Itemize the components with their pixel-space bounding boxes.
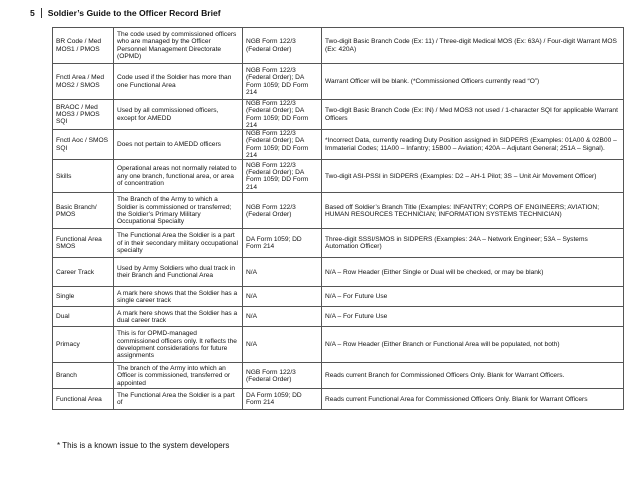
source-document-cell: N/A xyxy=(243,307,322,327)
description-cell: The code used by commissioned officers who are managed by the Officer Personnel Management Directorate (OPMD) xyxy=(114,28,243,64)
description-cell: A mark here shows that the Soldier has a dual career track xyxy=(114,307,243,327)
description-cell: Code used if the Soldier has more than one Functional Area xyxy=(114,64,243,100)
source-document-cell: NGB Form 122/3 (Federal Order); DA Form 1059; DD Form 214 xyxy=(243,100,322,130)
description-cell: A mark here shows that the Soldier has a single career track xyxy=(114,287,243,307)
note-cell: Two-digit Basic Branch Code (Ex: IN) / Med MOS3 not used / 1-character SQI for applicable Warrant Officers xyxy=(322,100,624,130)
source-document-cell: N/A xyxy=(243,287,322,307)
table-row xyxy=(53,100,624,130)
description-cell: The Functional Area the Soldier is a part of in their secondary military occupational specialty xyxy=(114,229,243,258)
table-row xyxy=(53,389,624,410)
description-cell: The Functional Area the Soldier is a part of xyxy=(114,389,243,410)
field-name-cell: Branch xyxy=(53,363,114,389)
description-cell: The branch of the Army into which an Officer is commissioned, transferred or appointed xyxy=(114,363,243,389)
source-document-cell: N/A xyxy=(243,327,322,363)
table-row xyxy=(53,229,624,258)
field-name-cell: Functional Area SMOS xyxy=(53,229,114,258)
note-cell: Two-digit ASI-PSSI in SIDPERS (Examples: D2 – AH-1 Pilot; 3S – Unit Air Movement Officer) xyxy=(322,160,624,193)
table-row xyxy=(53,327,624,363)
field-name-cell: Skills xyxy=(53,160,114,193)
note-cell: Based off Soldier’s Branch Title (Examples: INFANTRY; CORPS OF ENGINEERS; AVIATION; HUMAN RESOURCES TECHNICIAN; INFORMATION SYSTEMS TECHNICIAN) xyxy=(322,193,624,229)
source-document-cell: NGB Form 122/3 (Federal Order) xyxy=(243,28,322,64)
table-body xyxy=(53,28,624,410)
source-document-cell: DA Form 1059; DD Form 214 xyxy=(243,229,322,258)
field-name-cell: Dual xyxy=(53,307,114,327)
source-document-cell: NGB Form 122/3 (Federal Order); DA Form 1059; DD Form 214 xyxy=(243,130,322,160)
field-name-cell: Career Track xyxy=(53,258,114,287)
note-cell: N/A – Row Header (Either Branch or Functional Area will be populated, not both) xyxy=(322,327,624,363)
note-cell: Reads current Functional Area for Commissioned Officers Only. Blank for Warrant Officers xyxy=(322,389,624,410)
note-cell: Reads current Branch for Commissioned Officers Only. Blank for Warrant Officers. xyxy=(322,363,624,389)
description-cell: This is for OPMD-managed commissioned officers only. It reflects the development considerations for future assignments xyxy=(114,327,243,363)
note-cell: N/A – Row Header (Either Single or Dual will be checked, or may be blank) xyxy=(322,258,624,287)
note-cell: Three-digit SSSI/SMOS in SIDPERS (Examples: 24A – Network Engineer; 53A – Systems Automation Officer) xyxy=(322,229,624,258)
field-name-cell: Fnctl Aoc / SMOS SQI xyxy=(53,130,114,160)
note-cell: N/A – For Future Use xyxy=(322,307,624,327)
description-cell: Used by all commissioned officers, except for AMEDD xyxy=(114,100,243,130)
field-name-cell: BRAOC / Med MOS3 / PMOS SQI xyxy=(53,100,114,130)
table-row xyxy=(53,130,624,160)
source-document-cell: NGB Form 122/3 (Federal Order); DA Form 1059; DD Form 214 xyxy=(243,160,322,193)
footnote: * This is a known issue to the system developers xyxy=(57,441,230,450)
table-row xyxy=(53,28,624,64)
table-row xyxy=(53,193,624,229)
document-title: Soldier’s Guide to the Officer Record Brief xyxy=(47,8,221,18)
description-cell: The Branch of the Army to which a Soldier is commissioned or transferred; the Soldier’s Primary Military Occupational Specialty xyxy=(114,193,243,229)
field-name-cell: Single xyxy=(53,287,114,307)
table-row xyxy=(53,258,624,287)
source-document-cell: DA Form 1059; DD Form 214 xyxy=(243,389,322,410)
note-cell: *Incorrect Data, currently reading Duty Position assigned in SIDPERS (Examples: 01A00 & 02B00 – Immaterial Codes; 11A00 – Infantry; 15B00 – Aviation; 420A – Adjutant General; 251A – Signal). xyxy=(322,130,624,160)
source-document-cell: NGB Form 122/3 (Federal Order) xyxy=(243,363,322,389)
orb-field-table xyxy=(52,27,624,410)
description-cell: Operational areas not normally related to any one branch, functional area, or area of concentration xyxy=(114,160,243,193)
field-name-cell: BR Code / Med MOS1 / PMOS xyxy=(53,28,114,64)
field-name-cell: Functional Area xyxy=(53,389,114,410)
table-row xyxy=(53,160,624,193)
description-cell: Used by Army Soldiers who dual track in their Branch and Functional Area xyxy=(114,258,243,287)
table-row xyxy=(53,307,624,327)
source-document-cell: NGB Form 122/3 (Federal Order); DA Form 1059; DD Form 214 xyxy=(243,64,322,100)
source-document-cell: NGB Form 122/3 (Federal Order) xyxy=(243,193,322,229)
table-row xyxy=(53,363,624,389)
note-cell: N/A – For Future Use xyxy=(322,287,624,307)
field-name-cell: Fnctl Area / Med MOS2 / SMOS xyxy=(53,64,114,100)
description-cell: Does not pertain to AMEDD officers xyxy=(114,130,243,160)
table-row xyxy=(53,287,624,307)
note-cell: Warrant Officer will be blank. (*Commissioned Officers currently read “O”) xyxy=(322,64,624,100)
page-number: 5 xyxy=(30,8,42,18)
source-document-cell: N/A xyxy=(243,258,322,287)
field-name-cell: Basic Branch/ PMOS xyxy=(53,193,114,229)
page-header xyxy=(30,8,221,18)
field-name-cell: Primacy xyxy=(53,327,114,363)
table-row xyxy=(53,64,624,100)
note-cell: Two-digit Basic Branch Code (Ex: 11) / Three-digit Medical MOS (Ex: 63A) / Four-digit Warrant MOS (Ex: 420A) xyxy=(322,28,624,64)
